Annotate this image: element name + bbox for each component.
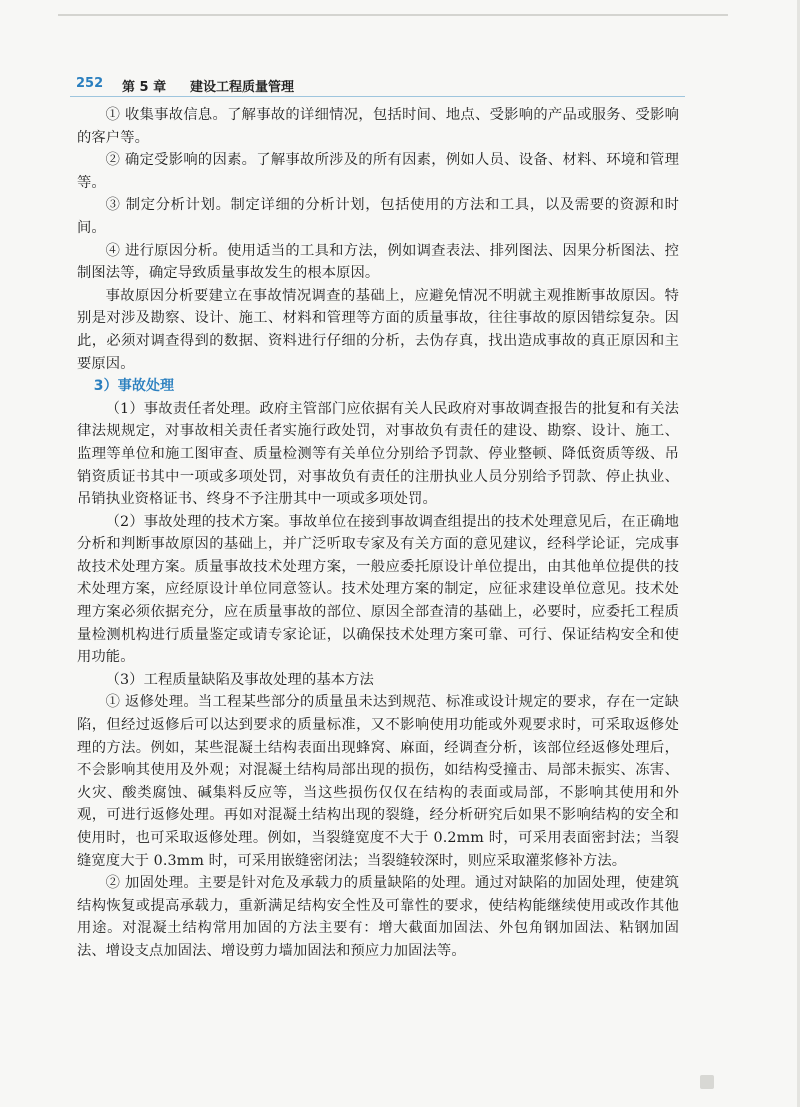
paragraph: （1）事故责任者处理。政府主管部门应依据有关人民政府对事故调查报告的批复和有关法律法规规定，对事故相关责任者实施行政处罚，对事故负有责任的建设、勘察、设计、施工、监理等单位和施工图审查、质量检测等有关单位分别给予罚款、停业整顿、降低资质等级、吊销资质证书其中一项或多项处罚，对事故负有责任的注册执业人员分别给予罚款、停止执业、吊销执业资格证书、终身不予注册其中一项或多项处罚。 [77,400,679,508]
page-top-edge [58,14,728,16]
running-header [70,74,685,97]
chapter-label: 第 5 章 [122,80,167,95]
section-heading: 3）事故处理 [93,378,175,395]
body-text [77,104,679,963]
paragraph: （3）工程质量缺陷及事故处理的基本方法 [105,671,374,688]
paragraph: ③ 制定分析计划。制定详细的分析计划，包括使用的方法和工具，以及需要的资源和时间。 [77,197,679,236]
page-number: 252 [76,76,104,91]
paragraph: 事故原因分析要建立在事故情况调查的基础上，应避免情况不明就主观推断事故原因。特别是对涉及勘察、设计、施工、材料和管理等方面的质量事故，往往事故的原因错综复杂。因此，必须对调查得到的数据、资料进行仔细的分析，去伪存真，找出造成事故的真正原因和主要原因。 [77,287,679,372]
scan-mark [700,1075,714,1089]
paragraph: ① 返修处理。当工程某些部分的质量虽未达到规范、标准或设计规定的要求，存在一定缺陷，但经过返修后可以达到要求的质量标准，又不影响使用功能或外观要求时，可采取返修处理的方法。例如，某些混凝土结构表面出现蜂窝、麻面，经调查分析，该部位经返修处理后，不会影响其使用及外观；对混凝土结构局部出现的损伤，如结构受撞击、局部未振实、冻害、火灾、酸类腐蚀、碱集料反应等，当这些损伤仅仅在结构的表面或局部，不影响其使用和外观，可进行返修处理。再如对混凝土结构出现的裂缝，经分析研究后如果不影响结构的安全和使用时，也可采取返修处理。例如，当裂缝宽度不大于 0.2mm 时，可采用表面密封法；当裂缝宽度大于 0.3mm 时，可采用嵌缝密闭法；当裂缝较深时，则应采取灌浆修补方法。 [77,694,679,869]
paragraph: ② 确定受影响的因素。了解事故所涉及的所有因素，例如人员、设备、材料、环境和管理等。 [77,152,679,191]
chapter-title: 建设工程质量管理 [190,80,295,95]
paragraph: （2）事故处理的技术方案。事故单位在接到事故调查组提出的技术处理意见后，在正确地分析和判断事故原因的基础上，并广泛听取专家及有关方面的意见建议，经科学论证，完成事故技术处理方案。质量事故技术处理方案，一般应委托原设计单位提出，由其他单位提供的技术处理方案，应经原设计单位同意签认。技术处理方案的制定，应征求建设单位意见。技术处理方案必须依据充分，应在质量事故的部位、原因全部查清的基础上，必要时，应委托工程质量检测机构进行质量鉴定或请专家论证，以确保技术处理方案可靠、可行、保证结构安全和使用功能。 [77,513,679,666]
paragraph: ④ 进行原因分析。使用适当的工具和方法，例如调查表法、排列图法、因果分析图法、控制图法等，确定导致质量事故发生的根本原因。 [77,242,679,282]
paragraph: ① 收集事故信息。了解事故的详细情况，包括时间、地点、受影响的产品或服务、受影响的客户等。 [77,107,679,146]
paragraph: ② 加固处理。主要是针对危及承载力的质量缺陷的处理。通过对缺陷的加固处理，使建筑结构恢复或提高承载力，重新满足结构安全性及可靠性的要求，使结构能继续使用或改作其他用途。对混凝土结构常用加固的方法主要有：增大截面加固法、外包角钢加固法、粘钢加固法、增设支点加固法、增设剪力墙加固法和预应力加固法等。 [77,875,679,959]
